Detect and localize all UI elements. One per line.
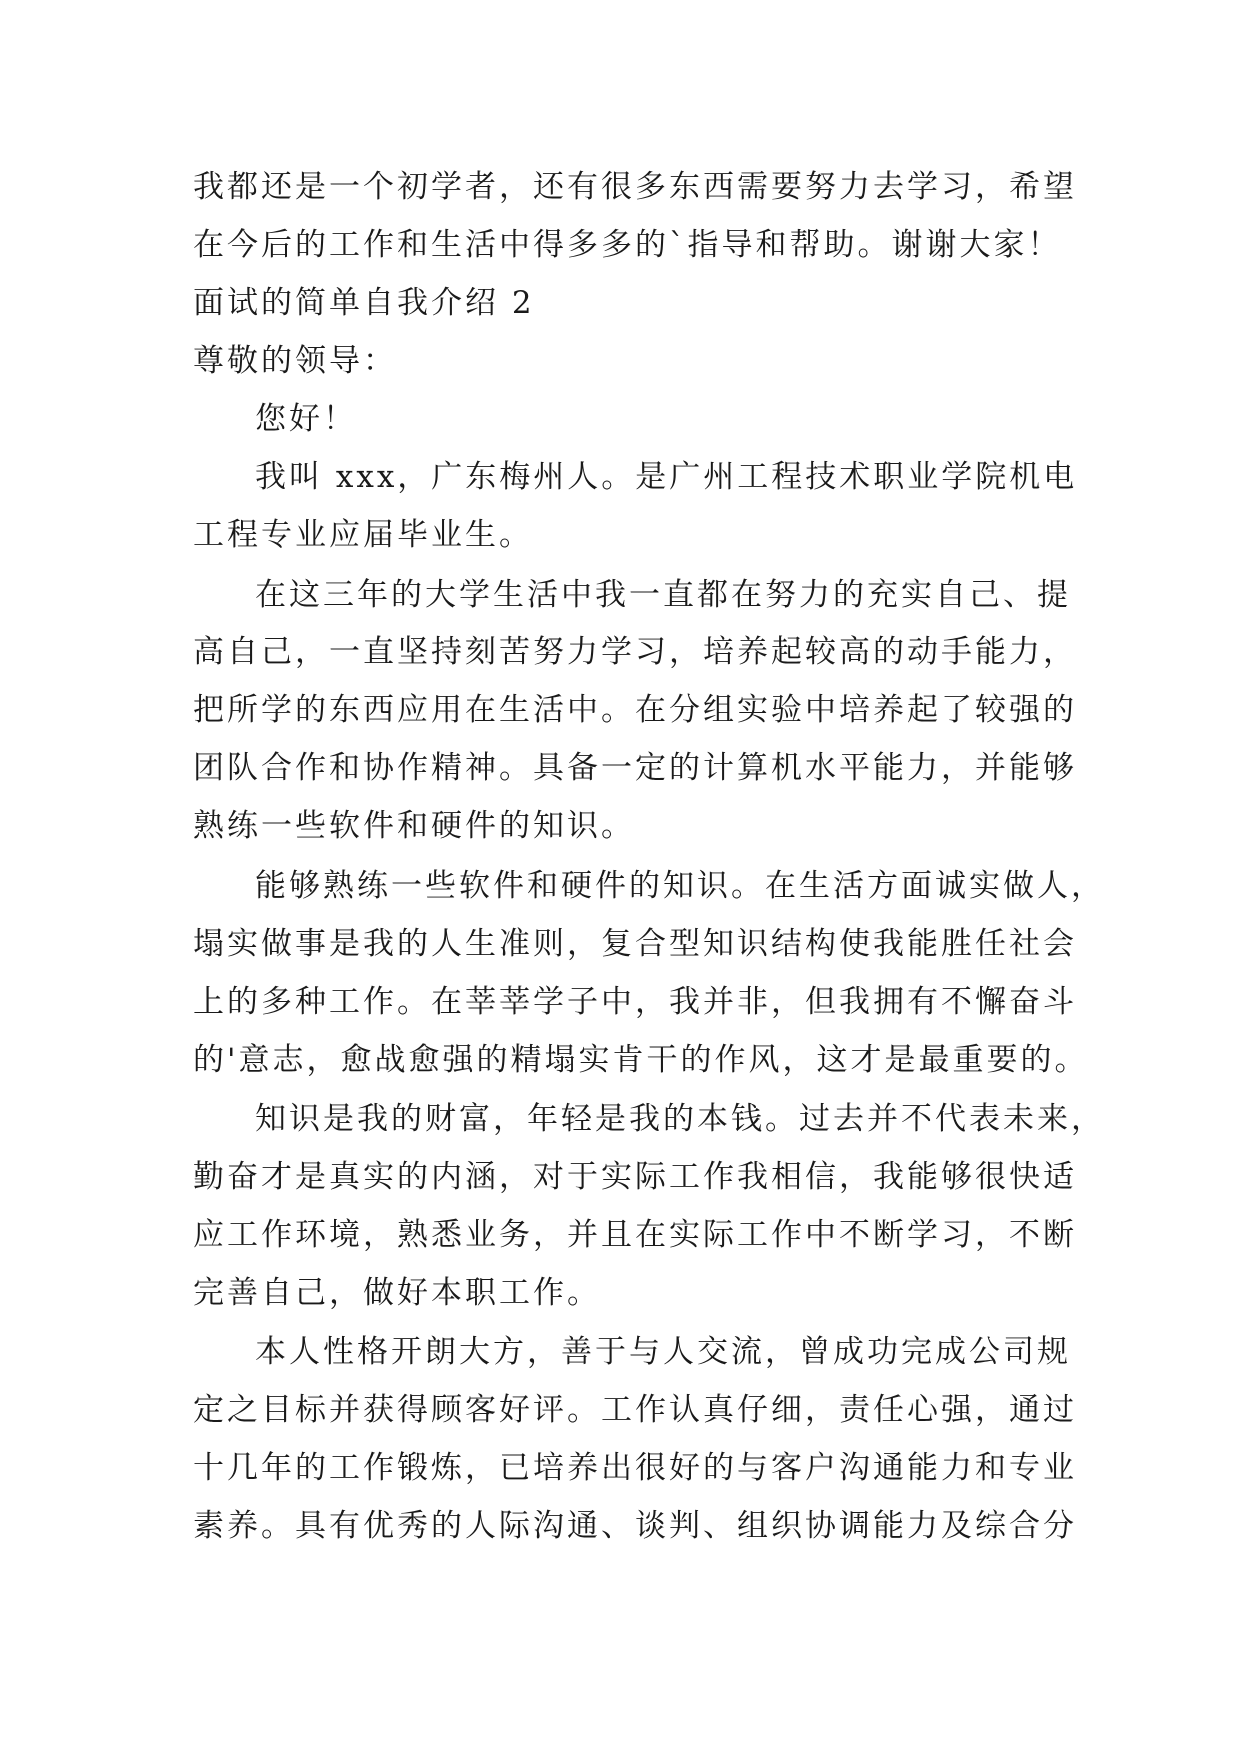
text-line: 本人性格开朗大方，善于与人交流，曾成功完成公司规 (255, 1334, 1071, 1370)
text-line: 完善自己，做好本职工作。 (193, 1275, 601, 1311)
text-line: 塌实做事是我的人生准则，复合型知识结构使我能胜任社会 (193, 926, 1077, 962)
greeting: 您好！ (255, 401, 357, 437)
text-line: 在这三年的大学生活中我一直都在努力的充实自己、提 (255, 577, 1071, 613)
text-line: 能够熟练一些软件和硬件的知识。在生活方面诚实做人， (255, 868, 1105, 904)
text-line: 团队合作和协作精神。具备一定的计算机水平能力，并能够 (193, 750, 1077, 786)
text-line: 素养。具有优秀的人际沟通、谈判、组织协调能力及综合分 (193, 1508, 1077, 1544)
text-line: 知识是我的财富，年轻是我的本钱。过去并不代表未来， (255, 1101, 1105, 1137)
text-line: 十几年的工作锻炼，已培养出很好的与客户沟通能力和专业 (193, 1450, 1077, 1486)
text-line: 熟练一些软件和硬件的知识。 (193, 808, 635, 844)
text-line: 我叫 xxx，广东梅州人。是广州工程技术职业学院机电 (255, 459, 1078, 495)
text-line: 我都还是一个初学者，还有很多东西需要努力去学习，希望 (193, 169, 1077, 205)
text-line: 把所学的东西应用在生活中。在分组实验中培养起了较强的 (193, 692, 1077, 728)
text-line: 应工作环境，熟悉业务，并且在实际工作中不断学习，不断 (193, 1217, 1077, 1253)
text-line: 定之目标并获得顾客好评。工作认真仔细，责任心强，通过 (193, 1392, 1077, 1428)
text-line: 高自己，一直坚持刻苦努力学习，培养起较高的动手能力， (193, 634, 1077, 670)
section-heading: 面试的简单自我介绍 2 (193, 285, 535, 321)
text-line: 勤奋才是真实的内涵，对于实际工作我相信，我能够很快适 (193, 1159, 1077, 1195)
salutation: 尊敬的领导： (193, 343, 397, 379)
text-line: 的'意志，愈战愈强的精塌实肯干的作风，这才是最重要的。 (193, 1042, 1089, 1078)
text-line: 上的多种工作。在莘莘学子中，我并非，但我拥有不懈奋斗 (193, 984, 1077, 1020)
text-line: 在今后的工作和生活中得多多的`指导和帮助。谢谢大家！ (193, 227, 1062, 263)
text-line: 工程专业应届毕业生。 (193, 517, 533, 553)
